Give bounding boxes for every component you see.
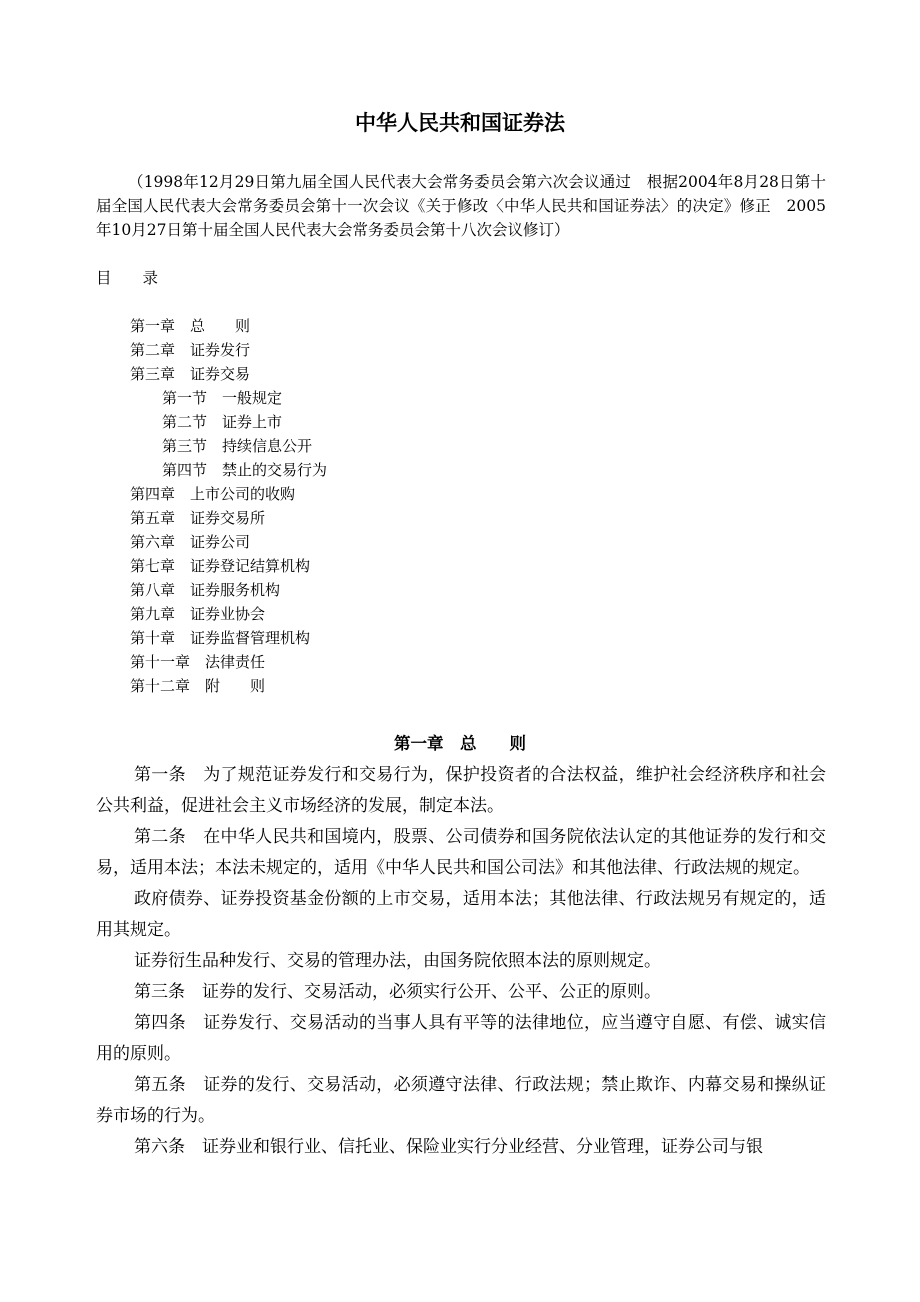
chapter-heading: 第一章 总 则	[394, 734, 526, 753]
toc-item-chapter-2: 第二章 证券发行	[130, 341, 251, 359]
legislative-history-note: （1998年12月29日第九届全国人民代表大会常务委员会第六次会议通过 根据2004年8月28日第十届全国人民代表大会常务委员会第十一次会议《关于修改〈中华人民共和国证券法〉的决定》修正 2005年10月27日第十届全国人民代表大会常务委员会第十八次会议修订）	[96, 173, 826, 239]
toc-item-section-3: 第三节 持续信息公开	[162, 437, 313, 455]
toc-item-chapter-5: 第五章 证券交易所	[130, 509, 266, 527]
article-paragraph: 第四条 证券发行、交易活动的当事人具有平等的法律地位，应当遵守自愿、有偿、诚实信用的原则。	[96, 1013, 826, 1064]
toc-item-chapter-3: 第三章 证券交易	[130, 365, 251, 383]
article-paragraph: 第三条 证券的发行、交易活动，必须实行公开、公平、公正的原则。	[134, 982, 661, 1002]
article-paragraph: 第一条 为了规范证券发行和交易行为，保护投资者的合法权益，维护社会经济秩序和社会公共利益，促进社会主义市场经济的发展，制定本法。	[96, 765, 826, 816]
toc-item-chapter-6: 第六章 证券公司	[130, 533, 251, 551]
article-paragraph: 政府债券、证券投资基金份额的上市交易，适用本法；其他法律、行政法规另有规定的，适用其规定。	[96, 889, 826, 940]
toc-item-chapter-8: 第八章 证券服务机构	[130, 581, 281, 599]
toc-heading: 目 录	[96, 269, 159, 287]
toc-item-chapter-1: 第一章 总 则	[130, 317, 251, 335]
article-paragraph: 第六条 证券业和银行业、信托业、保险业实行分业经营、分业管理，证券公司与银	[134, 1137, 763, 1157]
table-of-contents	[130, 314, 327, 698]
toc-item-chapter-10: 第十章 证券监督管理机构	[130, 629, 311, 647]
chapter-body	[96, 760, 826, 1163]
toc-item-section-1: 第一节 一般规定	[162, 389, 283, 407]
toc-item-chapter-7: 第七章 证券登记结算机构	[130, 557, 311, 575]
article-paragraph: 证券衍生品种发行、交易的管理办法，由国务院依照本法的原则规定。	[134, 951, 661, 971]
toc-item-chapter-4: 第四章 上市公司的收购	[130, 485, 296, 503]
article-paragraph: 第二条 在中华人民共和国境内，股票、公司债券和国务院依法认定的其他证券的发行和交易，适用本法；本法未规定的，适用《中华人民共和国公司法》和其他法律、行政法规的规定。	[96, 827, 826, 878]
toc-item-chapter-9: 第九章 证券业协会	[130, 605, 266, 623]
article-paragraph: 第五条 证券的发行、交易活动，必须遵守法律、行政法规；禁止欺诈、内幕交易和操纵证券市场的行为。	[96, 1075, 826, 1126]
toc-item-section-2: 第二节 证券上市	[162, 413, 283, 431]
toc-item-chapter-11: 第十一章 法律责任	[130, 653, 266, 671]
toc-item-section-4: 第四节 禁止的交易行为	[162, 461, 328, 479]
document-title: 中华人民共和国证券法	[355, 110, 565, 135]
toc-item-chapter-12: 第十二章 附 则	[130, 677, 266, 695]
